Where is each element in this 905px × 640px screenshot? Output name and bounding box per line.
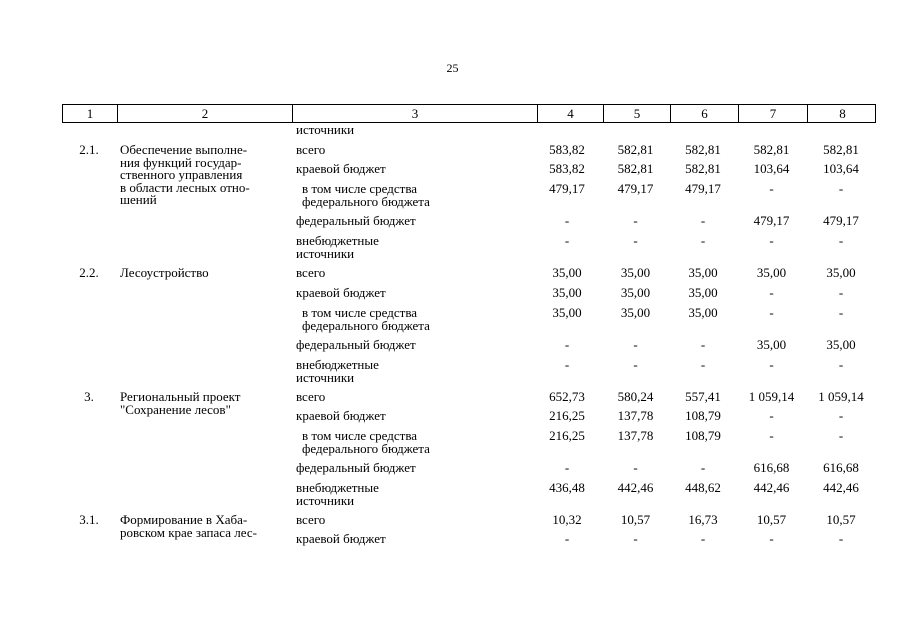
row-number: 2.1. — [79, 142, 99, 157]
value-cell: - — [633, 337, 638, 352]
value-cell: - — [564, 337, 570, 352]
funding-source: всего — [296, 389, 326, 404]
row-name: Региональный проект "Сохранение лесов" — [120, 389, 241, 417]
value-cell: - — [769, 428, 774, 443]
value-cell: 557,41 — [685, 389, 721, 404]
value-cell: 10,32 — [552, 512, 582, 527]
page-number: 25 — [446, 61, 459, 75]
value-cell: - — [769, 285, 774, 300]
value-cell: 582,81 — [823, 142, 859, 157]
funding-source: федеральный бюджет — [296, 213, 416, 228]
row-name: Обеспечение выполне- ния функций государ- ственного управления в области лесных отно- шений — [120, 142, 250, 207]
value-cell: 442,46 — [753, 480, 790, 495]
value-cell: - — [769, 181, 774, 196]
value-cell: 436,48 — [549, 480, 585, 495]
value-cell: 479,17 — [617, 181, 654, 196]
value-cell: 616,68 — [823, 460, 859, 475]
value-cell: - — [838, 181, 844, 196]
value-cell: - — [564, 357, 570, 372]
value-cell: 1 059,14 — [818, 389, 864, 404]
value-cell: - — [633, 460, 638, 475]
value-cell: 35,00 — [620, 305, 651, 320]
funding-source: краевой бюджет — [296, 408, 386, 423]
row-number: 3. — [84, 389, 94, 404]
header-cell: 4 — [537, 105, 603, 122]
value-cell: 10,57 — [826, 512, 856, 527]
value-cell: 652,73 — [549, 389, 585, 404]
row-number: 2.2. — [79, 265, 99, 280]
funding-source: внебюджетные источники — [296, 480, 379, 508]
funding-source: федеральный бюджет — [296, 337, 416, 352]
value-cell: 582,81 — [753, 142, 790, 157]
value-cell: - — [838, 408, 844, 423]
value-cell: 108,79 — [685, 428, 721, 443]
funding-source: краевой бюджет — [296, 161, 386, 176]
value-cell: - — [769, 357, 774, 372]
value-cell: 108,79 — [685, 408, 721, 423]
value-cell: 479,17 — [753, 213, 790, 228]
value-cell: 35,00 — [552, 265, 582, 280]
value-cell: 583,82 — [549, 161, 585, 176]
value-cell: 35,00 — [756, 265, 787, 280]
value-cell: - — [700, 460, 706, 475]
value-cell: 103,64 — [823, 161, 859, 176]
value-cell: 35,00 — [688, 265, 718, 280]
value-cell: - — [769, 233, 774, 248]
value-cell: 35,00 — [688, 305, 718, 320]
funding-source: источники — [296, 122, 355, 137]
value-cell: - — [633, 233, 638, 248]
funding-source: внебюджетные источники — [296, 357, 379, 385]
value-cell: 35,00 — [620, 265, 651, 280]
funding-source: всего — [296, 512, 326, 527]
value-cell: 35,00 — [826, 265, 856, 280]
value-cell: 10,57 — [620, 512, 651, 527]
value-cell: 479,17 — [685, 181, 721, 196]
value-cell: 580,24 — [617, 389, 654, 404]
value-cell: - — [564, 233, 570, 248]
value-cell: - — [700, 357, 706, 372]
value-cell: - — [700, 233, 706, 248]
value-cell: - — [564, 460, 570, 475]
value-cell: 1 059,14 — [748, 389, 795, 404]
value-cell: 35,00 — [552, 285, 582, 300]
value-cell: 216,25 — [549, 408, 585, 423]
value-cell: - — [633, 531, 638, 546]
header-cell: 7 — [738, 105, 807, 122]
funding-source: в том числе средства федерального бюджета — [302, 305, 430, 333]
value-cell: 582,81 — [685, 142, 721, 157]
funding-source: в том числе средства федерального бюджета — [302, 181, 430, 209]
row-name: Формирование в Хаба- ровском крае запаса лес- — [120, 512, 257, 540]
value-cell: 35,00 — [552, 305, 582, 320]
value-cell: 16,73 — [688, 512, 718, 527]
value-cell: - — [838, 357, 844, 372]
value-cell: 583,82 — [549, 142, 585, 157]
value-cell: - — [769, 408, 774, 423]
header-cell: 2 — [117, 105, 292, 122]
value-cell: - — [700, 337, 706, 352]
value-cell: 582,81 — [617, 142, 654, 157]
value-cell: 35,00 — [826, 337, 856, 352]
value-cell: - — [838, 285, 844, 300]
value-cell: - — [769, 305, 774, 320]
value-cell: 35,00 — [620, 285, 651, 300]
row-name: Лесоустройство — [120, 265, 209, 280]
value-cell: - — [838, 428, 844, 443]
header-cell: 5 — [603, 105, 670, 122]
value-cell: 137,78 — [617, 408, 654, 423]
value-cell: - — [769, 531, 774, 546]
funding-source: всего — [296, 265, 326, 280]
funding-source: краевой бюджет — [296, 531, 386, 546]
funding-source: краевой бюджет — [296, 285, 386, 300]
table-header — [62, 104, 876, 123]
value-cell: 35,00 — [756, 337, 787, 352]
value-cell: 103,64 — [753, 161, 790, 176]
value-cell: 616,68 — [753, 460, 790, 475]
header-cell: 1 — [86, 106, 94, 121]
header-cell: 6 — [670, 105, 738, 122]
value-cell: 10,57 — [756, 512, 787, 527]
value-cell: 216,25 — [549, 428, 585, 443]
value-cell: - — [838, 233, 844, 248]
value-cell: 582,81 — [685, 161, 721, 176]
value-cell: - — [564, 213, 570, 228]
value-cell: - — [838, 531, 844, 546]
value-cell: 582,81 — [617, 161, 654, 176]
value-cell: 479,17 — [549, 181, 585, 196]
value-cell: 137,78 — [617, 428, 654, 443]
funding-source: всего — [296, 142, 326, 157]
value-cell: - — [564, 531, 570, 546]
funding-source: внебюджетные источники — [296, 233, 379, 261]
value-cell: - — [633, 213, 638, 228]
header-cell: 8 — [807, 105, 877, 122]
row-number: 3.1. — [79, 512, 99, 527]
value-cell: - — [633, 357, 638, 372]
value-cell: - — [700, 213, 706, 228]
value-cell: 442,46 — [617, 480, 654, 495]
funding-source: федеральный бюджет — [296, 460, 416, 475]
value-cell: - — [700, 531, 706, 546]
value-cell: 479,17 — [823, 213, 859, 228]
value-cell: - — [838, 305, 844, 320]
header-cell: 3 — [292, 105, 537, 122]
value-cell: 35,00 — [688, 285, 718, 300]
value-cell: 448,62 — [685, 480, 721, 495]
value-cell: 442,46 — [823, 480, 859, 495]
funding-source: в том числе средства федерального бюджета — [302, 428, 430, 456]
